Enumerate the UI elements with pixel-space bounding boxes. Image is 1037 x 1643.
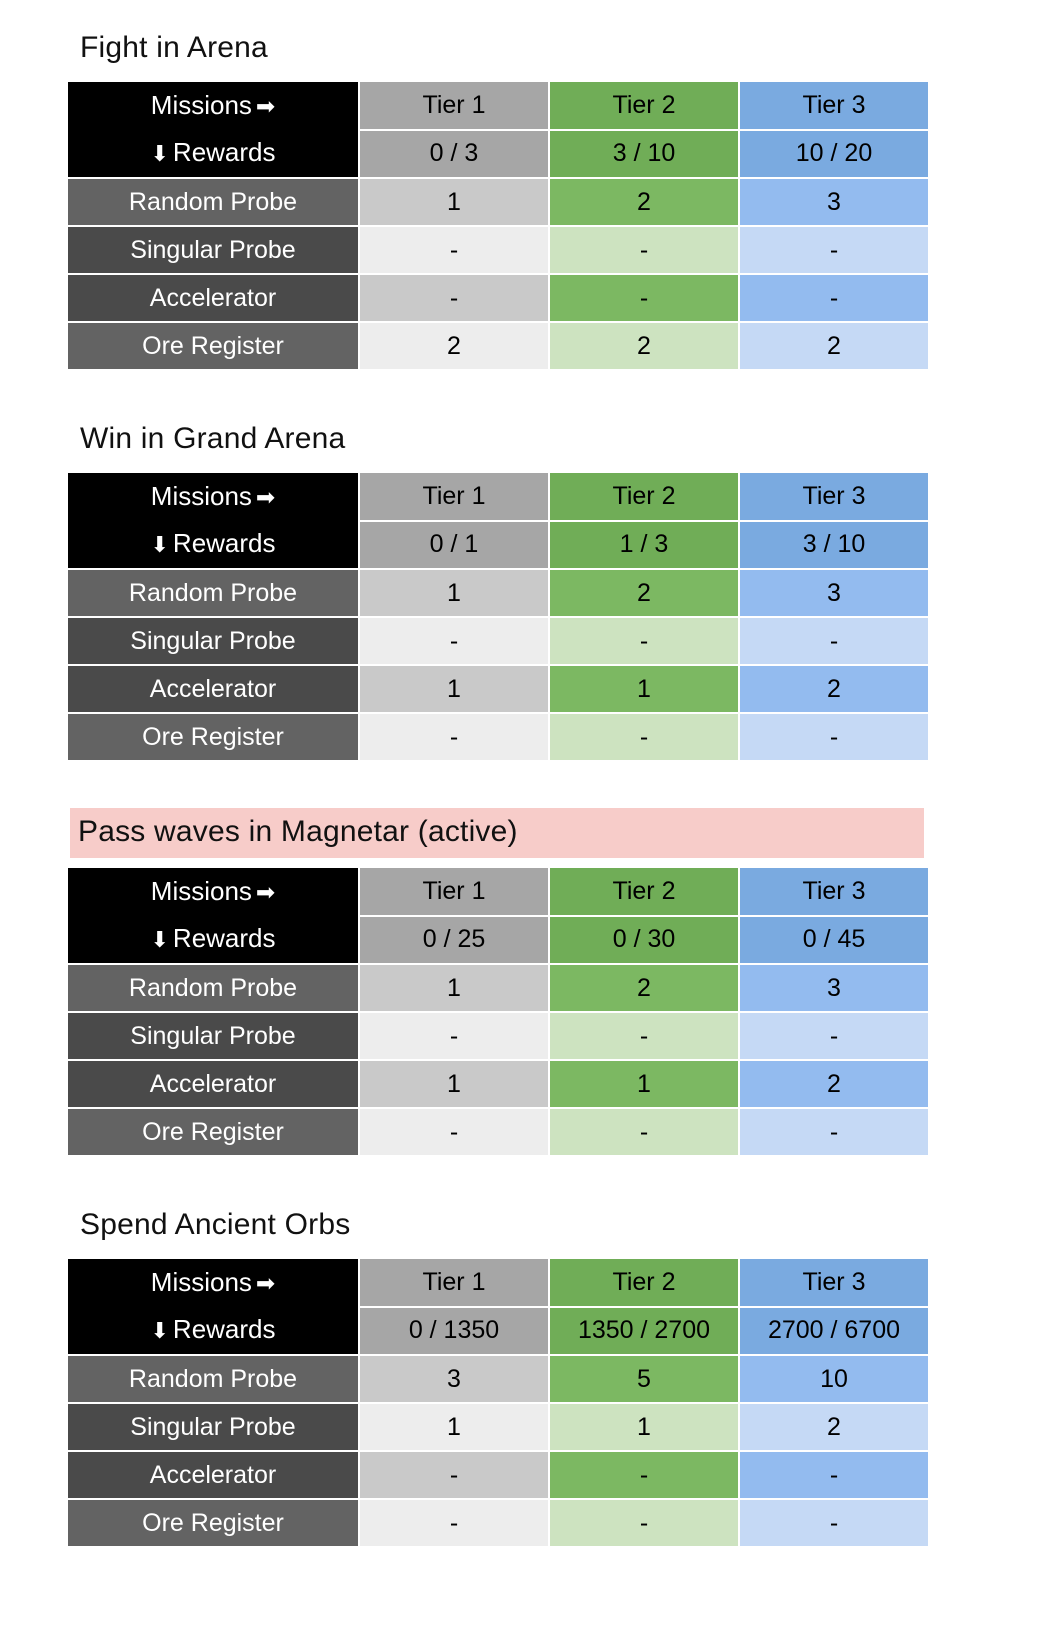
cell-t2: - [550, 275, 738, 321]
tier-table [66, 866, 930, 1157]
cell-t1: - [360, 1500, 548, 1546]
tier-2-header: Tier 2 [550, 82, 738, 129]
tier-2-header: Tier 2 [550, 868, 738, 915]
cell-t2: - [550, 227, 738, 273]
table-row [68, 1500, 928, 1546]
rewards-header-label: ⬇ Rewards [150, 137, 276, 167]
cell-t3: 3 [740, 965, 928, 1011]
tier-3-progress: 0 / 45 [740, 917, 928, 964]
reward-label-random-probe: Random Probe [68, 179, 358, 225]
cell-t2: 1 [550, 1404, 738, 1450]
table-row [68, 323, 928, 369]
table-row [68, 1013, 928, 1059]
table-row [68, 570, 928, 616]
tier-1-progress: 0 / 1 [360, 522, 548, 569]
table-row [68, 666, 928, 712]
cell-t3: - [740, 1013, 928, 1059]
cell-t3: - [740, 714, 928, 760]
cell-t2: - [550, 1109, 738, 1155]
cell-t1: - [360, 1013, 548, 1059]
cell-t1: 1 [360, 1061, 548, 1107]
table-row [68, 227, 928, 273]
reward-label-ore-register: Ore Register [68, 1109, 358, 1155]
tier-1-header: Tier 1 [360, 868, 548, 915]
cell-t2: 2 [550, 965, 738, 1011]
cell-t3: - [740, 618, 928, 664]
cell-t1: - [360, 227, 548, 273]
rewards-header-label: ⬇ Rewards [150, 528, 276, 558]
tier-1-header: Tier 1 [360, 473, 548, 520]
right-arrow-icon: ➡ [255, 1270, 276, 1296]
cell-t1: 1 [360, 965, 548, 1011]
reward-label-accelerator: Accelerator [68, 1061, 358, 1107]
reward-label-ore-register: Ore Register [68, 323, 358, 369]
reward-label-singular-probe: Singular Probe [68, 1404, 358, 1450]
cell-t1: 1 [360, 570, 548, 616]
tier-2-progress: 0 / 30 [550, 917, 738, 964]
cell-t1: 3 [360, 1356, 548, 1402]
cell-t3: 2 [740, 1404, 928, 1450]
down-arrow-icon: ⬇ [150, 927, 169, 952]
table-row [68, 1061, 928, 1107]
cell-t1: - [360, 1109, 548, 1155]
cell-t3: - [740, 227, 928, 273]
section-spend-ancient-orbs [0, 1203, 1037, 1548]
cell-t2: - [550, 1452, 738, 1498]
cell-t2: 2 [550, 323, 738, 369]
tier-3-header: Tier 3 [740, 868, 928, 915]
tier-2-progress: 3 / 10 [550, 131, 738, 178]
right-arrow-icon: ➡ [255, 484, 276, 510]
section-fight-in-arena [0, 26, 1037, 371]
reward-label-singular-probe: Singular Probe [68, 227, 358, 273]
tier-table [66, 1257, 930, 1548]
cell-t3: 2 [740, 1061, 928, 1107]
section-title: Fight in Arena [80, 31, 268, 64]
reward-label-random-probe: Random Probe [68, 1356, 358, 1402]
table-header-row-1 [68, 1259, 928, 1306]
cell-t1: - [360, 618, 548, 664]
reward-label-random-probe: Random Probe [68, 965, 358, 1011]
table-row [68, 275, 928, 321]
tier-1-progress: 0 / 3 [360, 131, 548, 178]
table-row [68, 1404, 928, 1450]
tier-2-progress: 1350 / 2700 [550, 1308, 738, 1355]
rewards-header-label: ⬇ Rewards [150, 1314, 276, 1344]
tier-3-header: Tier 3 [740, 473, 928, 520]
cell-t1: 1 [360, 666, 548, 712]
section-title: Win in Grand Arena [80, 422, 346, 455]
missions-header-label: Missions ➡ [150, 481, 276, 511]
tier-1-header: Tier 1 [360, 82, 548, 129]
table-row [68, 618, 928, 664]
cell-t2: - [550, 1013, 738, 1059]
down-arrow-icon: ⬇ [150, 1318, 169, 1343]
reward-label-singular-probe: Singular Probe [68, 1013, 358, 1059]
tier-2-header: Tier 2 [550, 473, 738, 520]
tier-3-header: Tier 3 [740, 82, 928, 129]
table-row [68, 714, 928, 760]
reward-label-random-probe: Random Probe [68, 570, 358, 616]
cell-t2: - [550, 714, 738, 760]
cell-t1: 1 [360, 1404, 548, 1450]
reward-label-accelerator: Accelerator [68, 1452, 358, 1498]
missions-header-label: Missions ➡ [150, 90, 276, 120]
tier-3-header: Tier 3 [740, 1259, 928, 1306]
tier-1-header: Tier 1 [360, 1259, 548, 1306]
cell-t2: 1 [550, 1061, 738, 1107]
rewards-header-label: ⬇ Rewards [150, 923, 276, 953]
cell-t3: - [740, 1500, 928, 1546]
section-title: Pass waves in Magnetar (active) [70, 808, 924, 858]
cell-t1: - [360, 714, 548, 760]
table-row [68, 1452, 928, 1498]
table-header-row-1 [68, 82, 928, 129]
reward-label-singular-probe: Singular Probe [68, 618, 358, 664]
cell-t3: 3 [740, 570, 928, 616]
cell-t3: 2 [740, 666, 928, 712]
tier-3-progress: 2700 / 6700 [740, 1308, 928, 1355]
table-header-row-1 [68, 473, 928, 520]
cell-t3: 10 [740, 1356, 928, 1402]
cell-t3: - [740, 1452, 928, 1498]
tier-3-progress: 3 / 10 [740, 522, 928, 569]
cell-t1: - [360, 1452, 548, 1498]
cell-t2: - [550, 1500, 738, 1546]
cell-t1: - [360, 275, 548, 321]
cell-t3: - [740, 275, 928, 321]
reward-label-accelerator: Accelerator [68, 275, 358, 321]
right-arrow-icon: ➡ [255, 879, 276, 905]
section-pass-waves-in-magnetar [0, 808, 1037, 1157]
cell-t2: 2 [550, 179, 738, 225]
tier-table [66, 471, 930, 762]
reward-label-accelerator: Accelerator [68, 666, 358, 712]
table-row [68, 1356, 928, 1402]
tier-table [66, 80, 930, 371]
cell-t3: 2 [740, 323, 928, 369]
tier-3-progress: 10 / 20 [740, 131, 928, 178]
table-row [68, 179, 928, 225]
cell-t2: 5 [550, 1356, 738, 1402]
reward-label-ore-register: Ore Register [68, 714, 358, 760]
tier-2-header: Tier 2 [550, 1259, 738, 1306]
section-win-in-grand-arena [0, 417, 1037, 762]
cell-t2: 2 [550, 570, 738, 616]
tier-2-progress: 1 / 3 [550, 522, 738, 569]
cell-t3: 3 [740, 179, 928, 225]
section-title: Spend Ancient Orbs [80, 1208, 351, 1241]
missions-header-label: Missions ➡ [150, 876, 276, 906]
tier-1-progress: 0 / 25 [360, 917, 548, 964]
header-corner-cell [68, 868, 358, 963]
table-header-row-1 [68, 868, 928, 915]
reward-label-ore-register: Ore Register [68, 1500, 358, 1546]
table-row [68, 965, 928, 1011]
tier-1-progress: 0 / 1350 [360, 1308, 548, 1355]
cell-t2: 1 [550, 666, 738, 712]
missions-header-label: Missions ➡ [150, 1267, 276, 1297]
header-corner-cell [68, 1259, 358, 1354]
cell-t1: 1 [360, 179, 548, 225]
table-row [68, 1109, 928, 1155]
right-arrow-icon: ➡ [255, 93, 276, 119]
cell-t1: 2 [360, 323, 548, 369]
down-arrow-icon: ⬇ [150, 532, 169, 557]
down-arrow-icon: ⬇ [150, 141, 169, 166]
header-corner-cell [68, 82, 358, 177]
cell-t2: - [550, 618, 738, 664]
header-corner-cell [68, 473, 358, 568]
cell-t3: - [740, 1109, 928, 1155]
